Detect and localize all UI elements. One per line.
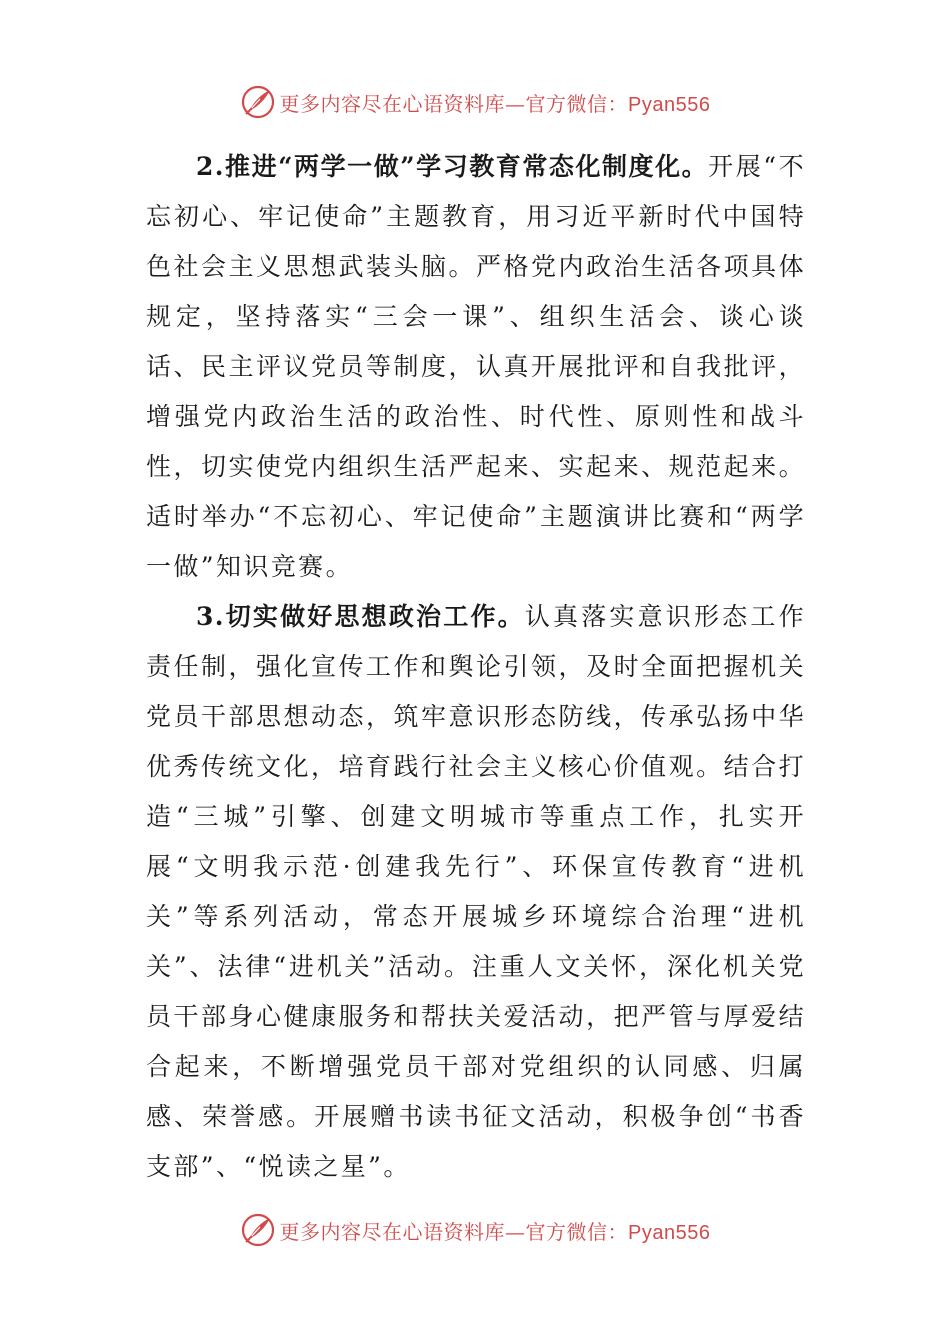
quill-logo-icon (240, 1212, 276, 1248)
paragraph-2-heading: 2.推进“两学一做”学习教育常态化制度化。 (196, 152, 709, 181)
watermark-site: 更多内容尽在心语资料库 (279, 1219, 506, 1244)
watermark-dash: — (505, 1219, 526, 1244)
watermark-site: 更多内容尽在心语资料库 (279, 91, 506, 116)
watermark-text (280, 88, 711, 117)
document-body (146, 142, 806, 1192)
quill-logo-icon (240, 84, 276, 120)
watermark-wechat-id: Pyan556 (628, 1221, 711, 1244)
watermark-dash: — (505, 91, 526, 116)
watermark-wechat-label: 官方微信： (525, 1219, 629, 1244)
paragraph-3-body: 认真落实意识形态工作责任制，强化宣传工作和舆论引领，及时全面把握机关党员干部思想动态，筑牢意识形态防线，传承弘扬中华优秀传统文化，培育践行社会主义核心价值观。结合打造“三城”引擎、创建文明城市等重点工作，扎实开展“文明我示范·创建我先行”、环保宣传教育“进机关”等系列活动，常态开展城乡环境综合治理“进机关”、法律“进机关”活动。注重人文关怀，深化机关党员干部身心健康服务和帮扶关爱活动，把严管与厚爱结合起来，不断增强党员干部对党组织的认同感、归属感、荣誉感。开展赠书读书征文活动，积极争创“书香支部”、“悦读之星”。 (146, 602, 806, 1181)
footer-watermark (0, 1208, 950, 1252)
watermark-wechat-id: Pyan556 (628, 93, 711, 116)
header-watermark (0, 80, 950, 124)
paragraph-3-heading: 3.切实做好思想政治工作。 (196, 602, 525, 631)
paragraph-2 (146, 142, 806, 592)
paragraph-2-body: 开展“不忘初心、牢记使命”主题教育，用习近平新时代中国特色社会主义思想武装头脑。严格党内政治生活各项具体规定，坚持落实“三会一课”、组织生活会、谈心谈话、民主评议党员等制度，认真开展批评和自我批评，增强党内政治生活的政治性、时代性、原则性和战斗性，切实使党内组织生活严起来、实起来、规范起来。适时举办“不忘初心、牢记使命”主题演讲比赛和“两学一做”知识竞赛。 (146, 152, 806, 581)
paragraph-3 (146, 592, 806, 1192)
watermark-text (280, 1216, 711, 1245)
watermark-wechat-label: 官方微信： (525, 91, 629, 116)
